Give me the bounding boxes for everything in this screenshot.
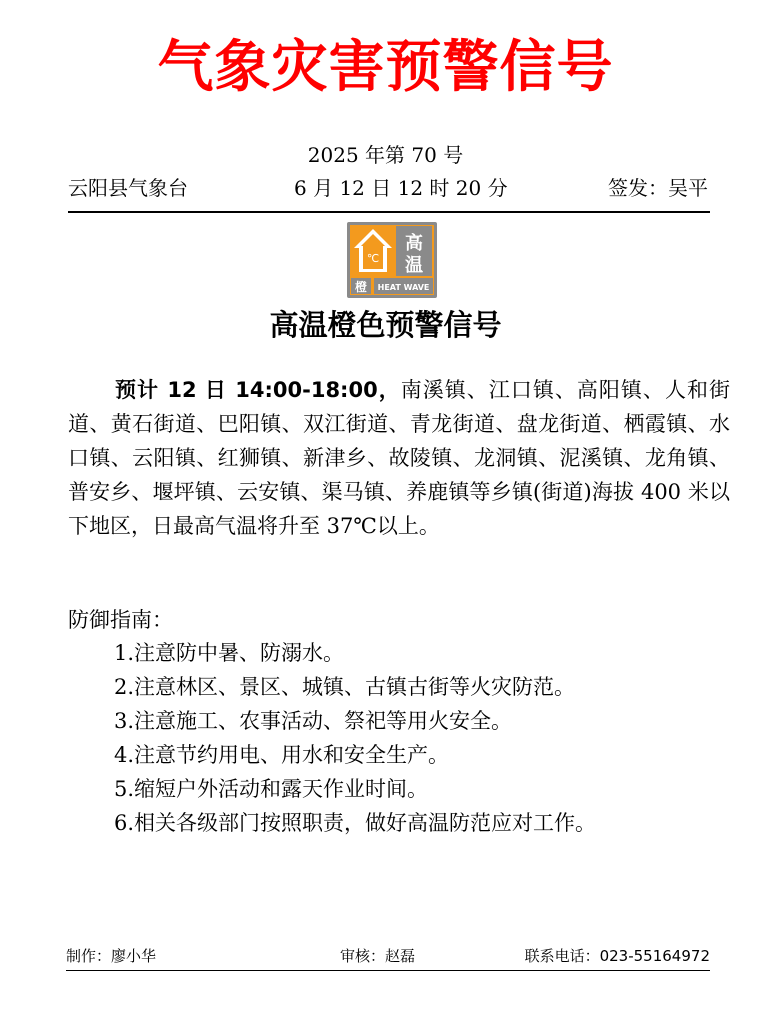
- footer-contact: 联系电话：023-55164972: [524, 947, 710, 965]
- guide-item: 2.注意林区、景区、城镇、古镇古街等火灾防范。: [114, 675, 576, 699]
- defense-guide-title: 防御指南：: [68, 608, 173, 632]
- issue-meta-row: [68, 173, 708, 203]
- footer-reviewer: 审核：赵磊: [340, 947, 416, 965]
- footer-divider: [66, 970, 710, 971]
- signer-name: 吴平: [668, 176, 708, 200]
- guide-item: 5.缩短户外活动和露天作业时间。: [114, 777, 429, 801]
- guide-item: 3.注意施工、农事活动、祭祀等用火安全。: [114, 709, 513, 733]
- footer: [66, 943, 710, 969]
- guide-item: 6.相关各级部门按照职责，做好高温防范应对工作。: [114, 811, 597, 835]
- signer: [608, 173, 708, 203]
- footer-maker: 制作：廖小华: [66, 947, 157, 965]
- celsius-unit: ℃: [366, 252, 380, 265]
- icon-label-cn-1: 高: [405, 233, 423, 254]
- signer-label: 签发：: [608, 176, 668, 200]
- guide-item: 4.注意节约用电、用水和安全生产。: [114, 743, 450, 767]
- forecast-lead: 预计 12 日 14:00-18:00，: [115, 378, 401, 402]
- icon-level-char: 橙: [354, 280, 368, 294]
- issuing-office: 云阳县气象台: [68, 176, 188, 200]
- defense-guide-list: [114, 636, 596, 840]
- forecast-body: 南溪镇、江口镇、高阳镇、人和街道、黄石街道、巴阳镇、双江街道、青龙街道、盘龙街道、栖霞镇、水口镇、云阳镇、红狮镇、新津乡、故陵镇、龙洞镇、泥溪镇、龙角镇、普安乡、堰坪镇、云安镇、渠马镇、养鹿镇等乡镇(街道)海拔 400 米以下地区，日最高气温将升至 37℃以上。: [68, 378, 730, 538]
- document-title: 气象灾害预警信号: [157, 35, 614, 100]
- signal-title: 高温橙色预警信号: [269, 308, 502, 342]
- high-temperature-orange-icon: [347, 222, 437, 298]
- icon-label-cn-2: 温: [405, 255, 423, 276]
- issue-number: 2025 年第 70 号: [307, 143, 464, 167]
- guide-item: 1.注意防中暑、防溺水。: [114, 641, 345, 665]
- icon-label-en: HEAT WAVE: [377, 283, 430, 292]
- issue-time: 6 月 12 日 12 时 20 分: [294, 176, 508, 200]
- forecast-paragraph: [68, 373, 730, 543]
- header-divider: [68, 211, 710, 213]
